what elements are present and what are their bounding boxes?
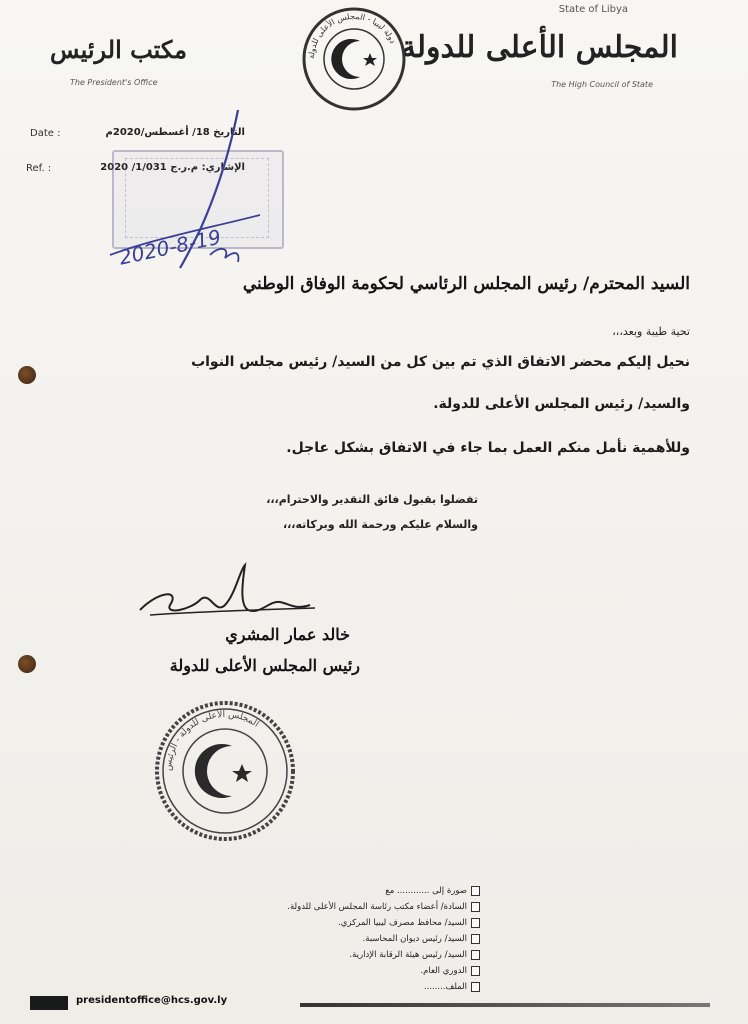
footer-bar [30, 996, 68, 1010]
ref-value: الإشاري: م.ر.ج 1/031/ 2020 [100, 162, 245, 173]
date-value: التاريخ 18/ أغسطس/2020م [105, 127, 245, 138]
cc-item [338, 918, 480, 928]
cc-checkbox [471, 918, 480, 928]
cc-item [420, 966, 480, 976]
cc-heading [385, 886, 480, 896]
cc-item-text: السيد/ محافظ مصرف ليبيا المركزي. [338, 918, 467, 928]
ref-label: Ref. : [26, 163, 52, 174]
header-office-title: مكتب الرئيس [50, 35, 188, 64]
punch-hole-top [18, 366, 36, 384]
cc-heading-text: صورة إلى ............ مع [385, 886, 467, 896]
cc-item-text: الملف........ [423, 982, 467, 992]
cc-item [287, 902, 480, 912]
paragraph-2: وللأهمية نأمل منكم العمل بما جاء في الاتفاق بشكل عاجل. [286, 440, 690, 456]
cc-item [363, 934, 480, 944]
handwritten-date: 2020-8-19 [116, 224, 224, 270]
seal-top-ring-text: دولة ليبيا - المجلس الأعلى للدولة [306, 11, 398, 60]
paragraph-1-line-1: نحيل إليكم محضر الاتفاق الذي تم بين كل من السيد/ رئيس مجلس النواب [191, 354, 690, 370]
handwritten-annotation-icon [90, 80, 290, 280]
cc-checkbox [471, 950, 480, 960]
closing-line-2: والسلام عليكم ورحمة الله وبركاته،،، [282, 518, 478, 531]
cc-checkbox [471, 982, 480, 992]
footer-divider [300, 1003, 710, 1007]
header-office-english: The President's Office [70, 78, 158, 87]
paragraph-1-line-2: والسيد/ رئيس المجلس الأعلى للدولة. [433, 396, 690, 412]
cc-item-text: السادة/ أعضاء مكتب رئاسة المجلس الأعلى للدولة. [287, 902, 467, 912]
cc-checkbox [471, 966, 480, 976]
council-seal-bottom-icon [152, 698, 298, 844]
cc-checkbox [471, 902, 480, 912]
signatory-title: رئيس المجلس الأعلى للدولة [169, 656, 360, 675]
cc-checkbox [471, 934, 480, 944]
seal-bottom-ring-text: المجلس الأعلى للدولة - الرئيس [163, 709, 261, 772]
state-seal-top-icon [300, 5, 408, 113]
greeting: تحية طيبة وبعد،،، [612, 325, 690, 338]
closing-line-1: تفضلوا بقبول فائق التقدير والاحترام،،، [266, 493, 478, 506]
cc-checkbox [471, 886, 480, 896]
signature-icon [130, 560, 330, 630]
header-council-english: The High Council of State [551, 80, 653, 89]
header-state-label: State of Libya [558, 4, 628, 15]
cc-item-text: السيد/ رئيس ديوان المحاسبة. [362, 934, 467, 944]
footer-email[interactable]: presidentoffice@hcs.gov.ly [76, 995, 228, 1006]
addressee-line: السيد المحترم/ رئيس المجلس الرئاسي لحكومة الوفاق الوطني [242, 274, 690, 294]
cc-item [349, 950, 480, 960]
punch-hole-bottom [18, 655, 36, 673]
date-label: Date : [30, 128, 61, 139]
cc-item [424, 982, 480, 992]
cc-item-text: السيد/ رئيس هيئة الرقابة الإدارية. [349, 950, 467, 960]
header-council-title: المجلس الأعلى للدولة [400, 30, 678, 65]
signatory-name: خالد عمار المشري [225, 625, 350, 644]
cc-item-text: الدوري العام. [420, 966, 467, 976]
svg-text:المجلس الأعلى للدولة - الرئيس [164, 708, 261, 771]
